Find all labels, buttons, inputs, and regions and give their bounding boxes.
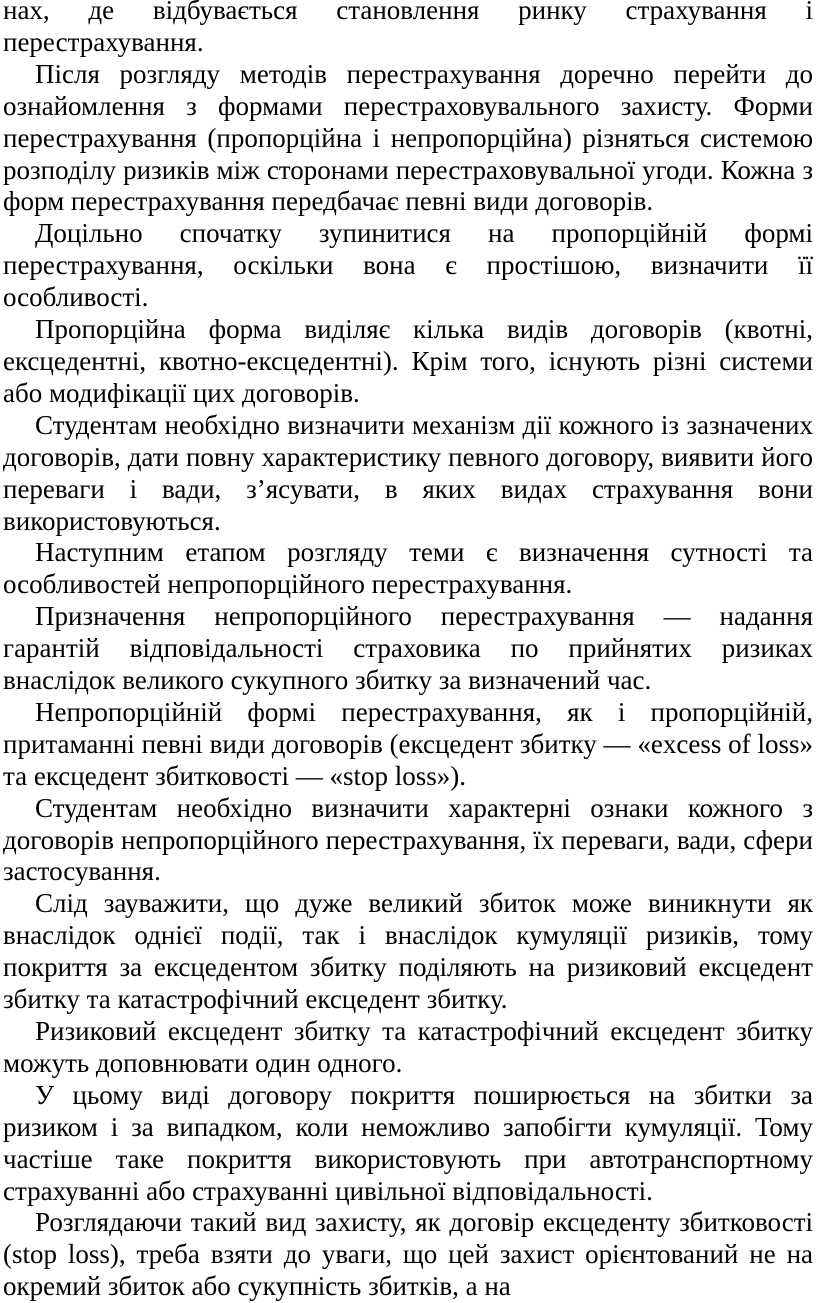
paragraph: Студентам необхідно визначити характерні ознаки кожного з договорів непропорційного перестрахування, їх переваги, вади, сфери застосування. bbox=[3, 792, 813, 887]
paragraph: Непропорційній формі перестрахування, як і пропорційній, притаманні певні види договорів (ексцедент збитку — «excess of loss» та ексцедент збитковості — «stop loss»). bbox=[3, 696, 813, 791]
paragraph: Пропорційна форма виділяє кілька видів договорів (квотні, ексцедентні, квотно-ексцедентні). Крім того, існують різні системи або модифікації цих договорів. bbox=[3, 314, 813, 408]
paragraph: Розглядаючи такий вид захисту, як договір ексцеденту збитковості (stop loss), треба взяти до уваги, що цей захист орієнтований не на окремий збиток або сукупність збитків, а на bbox=[3, 1207, 813, 1302]
paragraph: Студентам необхідно визначити механізм дії кожного із зазначених договорів, дати повну характеристику певного договору, виявити його переваги і вади, з’ясувати, в яких видах страхування вони використовуються. bbox=[3, 409, 813, 536]
paragraph: Доцільно спочатку зупинитися на пропорційній формі перестрахування, оскільки вона є простішою, визначити її особливості. bbox=[3, 218, 813, 313]
paragraph: Призначення непропорційного перестрахування — надання гарантій відповідальності страховика по прийнятих ризиках внаслідок великого сукупного збитку за визначений час. bbox=[3, 601, 813, 696]
paragraph: Слід зауважити, що дуже великий збиток може виникнути як внаслідок однієї події, так і внаслідок кумуляції ризиків, тому покриття за ексцедентом збитку поділяють на ризиковий ексцедент збитку та катастрофічний ексцедент збитку. bbox=[3, 888, 813, 1015]
paragraph-continuation: нах, де відбувається становлення ринку страхування і перестрахування. bbox=[3, 0, 813, 57]
paragraph: Після розгляду методів перестрахування доречно перейти до ознайомлення з формами перестраховувального захисту. Форми перестрахування (пропорційна і непропорційна) різняться системою розподілу ризиків між сторонами перестраховувальної угоди. Кожна з форм перестрахування передбачає певні види договорів. bbox=[3, 58, 813, 217]
paragraph: У цьому виді договору покриття поширюється на збитки за ризиком і за випадком, коли неможливо запобігти кумуляції. Тому частіше таке покриття використовують при автотранспортному страхуванні або страхуванні цивільної відповідальності. bbox=[3, 1079, 813, 1206]
paragraph: Наступним етапом розгляду теми є визначення сутності та особливостей непропорційного перестрахування. bbox=[3, 537, 813, 600]
paragraph: Ризиковий ексцедент збитку та катастрофічний ексцедент збитку можуть доповнювати один одного. bbox=[3, 1016, 813, 1078]
